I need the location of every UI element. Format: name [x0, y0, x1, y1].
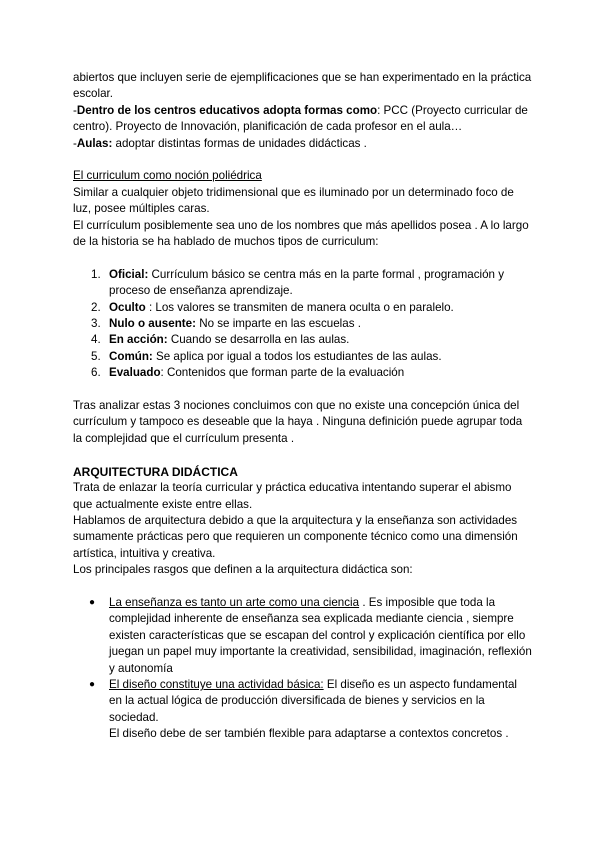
list-desc: : Los valores se transmiten de manera oculta o en paralelo.	[145, 300, 454, 314]
list-term: Oculto	[109, 300, 146, 314]
arquitectura-paragraph-2: Hablamos de arquitectura debido a que la arquitectura y la enseñanza son actividades sumamente prácticas pero que requieren un componente técnico como una dimensión artística, intuitiva y creativa.	[73, 513, 518, 560]
aulas-prefix: -	[73, 136, 77, 150]
arquitectura-paragraph-3: Los principales rasgos que definen a la arquitectura didáctica son:	[73, 563, 413, 577]
centros-bold-term: Dentro de los centros educativos adopta formas como	[76, 103, 378, 117]
bullet-text: . Es imposible que toda la complejidad inherente de enseñanza sea explicada mediante ciencia , siempre existen características que se escapan del control y explicación científica por ello juegan un papel muy importante la creatividad, sensibilidad, imaginación, reflexión y autonomía	[109, 595, 532, 675]
list-desc: Cuando se desarrolla en las aulas.	[167, 333, 350, 347]
bullet-extra-text: El diseño debe de ser también flexible para adaptarse a contextos concretos .	[109, 727, 509, 741]
list-item	[73, 332, 533, 348]
poliedrica-paragraph-1: Similar a cualquier objeto tridimensional que es iluminado por un determinado foco de luz, posee múltiples caras.	[73, 185, 514, 216]
list-term: Oficial:	[109, 267, 149, 281]
rasgos-bullet-list	[73, 595, 533, 743]
list-desc: : Contenidos que forman parte de la evaluación	[160, 366, 405, 380]
list-item	[73, 365, 533, 381]
bullet-icon: ●	[89, 678, 96, 690]
list-term: Evaluado	[109, 366, 161, 380]
aulas-bold-term: Aulas:	[76, 136, 113, 150]
list-item	[73, 349, 533, 365]
list-term: En acción:	[109, 333, 168, 347]
bullet-underlined: La enseñanza es tanto un arte como una ciencia	[109, 595, 360, 609]
poliedrica-title: El curriculum como noción poliédrica	[73, 169, 262, 183]
poliedrica-paragraph-2: El currículum posiblemente sea uno de los nombres que más apellidos posea . A lo largo de la historia se ha hablado de muchos tipos de curriculum:	[73, 218, 529, 249]
document-page	[73, 70, 533, 743]
intro-paragraph: abiertos que incluyen serie de ejemplificaciones que se han experimentado en la práctica escolar.	[73, 71, 532, 101]
bullet-text: El diseño es un aspecto fundamental en la actual lógica de producción diversificada de bienes y servicios en la sociedad.	[109, 677, 517, 724]
list-item	[73, 316, 533, 332]
list-number: 2.	[91, 300, 101, 314]
list-number: 5.	[91, 349, 101, 363]
bullet-item	[73, 677, 533, 743]
arquitectura-paragraph-1: Trata de enlazar la teoría curricular y práctica educativa intentando superar el abismo que actualmente existe entre ellas.	[73, 481, 512, 511]
bullet-underlined: El diseño constituye una actividad básica:	[109, 677, 324, 691]
list-term: Nulo o ausente:	[109, 317, 196, 331]
aulas-paragraph	[73, 136, 533, 152]
bullet-item	[73, 595, 533, 677]
list-number: 4.	[91, 333, 101, 347]
list-desc: No se imparte en las escuelas .	[195, 317, 361, 331]
list-number: 1.	[91, 267, 101, 281]
list-item	[73, 267, 533, 300]
list-desc: Currículum básico se centra más en la parte formal , programación y proceso de enseñanza aprendizaje.	[109, 267, 504, 298]
conclusion-paragraph: Tras analizar estas 3 nociones concluimos con que no existe una concepción única del currículum y tampoco es deseable que la haya . Ninguna definición puede agrupar toda la complejidad que el currículum presenta .	[73, 399, 523, 445]
list-term: Común:	[109, 349, 153, 363]
list-item	[73, 300, 533, 316]
arquitectura-heading: ARQUITECTURA DIDÁCTICA	[73, 464, 238, 479]
aulas-text: adoptar distintas formas de unidades didácticas .	[112, 136, 367, 150]
curriculum-types-list	[73, 267, 533, 382]
centros-prefix: -	[73, 103, 77, 117]
centros-paragraph	[73, 103, 533, 136]
list-number: 6.	[91, 366, 101, 380]
bullet-icon: ●	[89, 596, 96, 608]
centros-text: : PCC (Proyecto curricular de centro). Proyecto de Innovación, planificación de cada profesor en el aula…	[73, 103, 528, 134]
list-number: 3.	[91, 317, 101, 331]
list-desc: Se aplica por igual a todos los estudiantes de las aulas.	[152, 349, 442, 363]
